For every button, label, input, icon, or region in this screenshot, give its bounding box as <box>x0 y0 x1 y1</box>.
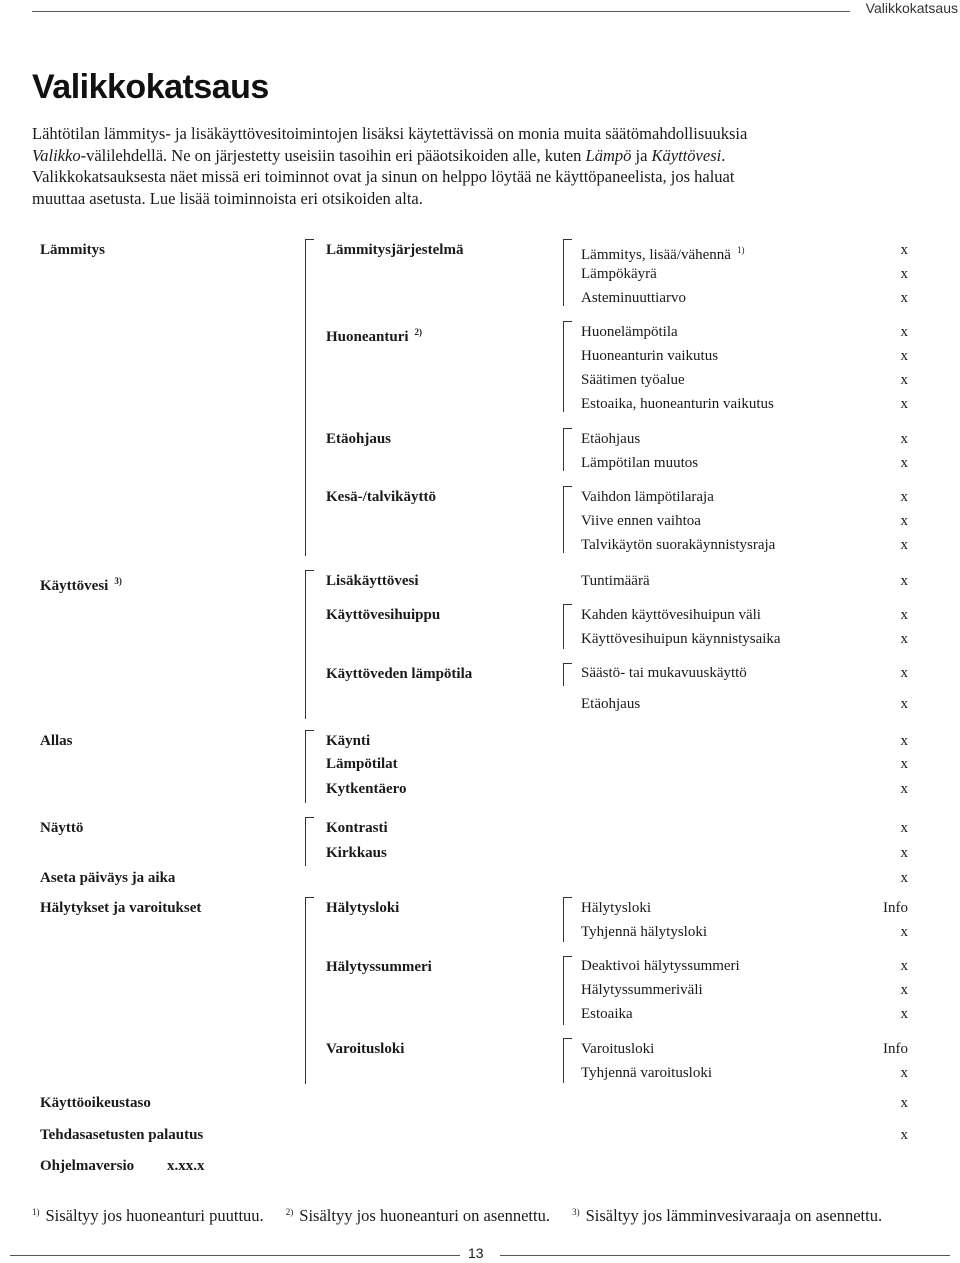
availability-mark: x <box>900 733 908 749</box>
setting-item: Huoneanturin vaikutus <box>581 348 719 364</box>
availability-mark: x <box>900 924 908 940</box>
availability-mark: x <box>900 348 908 364</box>
intro-line: muuttaa asetusta. Lue lisää toiminnoista eri otsikoiden alta. <box>32 188 423 208</box>
bracket <box>305 730 314 803</box>
availability-mark: x <box>900 455 908 471</box>
setting-item: Lämpötilan muutos <box>581 455 699 471</box>
bracket <box>305 570 314 719</box>
submenu-kayttovesihuippu: Käyttövesihuippu <box>326 607 441 623</box>
availability-mark: x <box>900 820 908 836</box>
availability-mark: x <box>900 396 908 412</box>
availability-mark: x <box>900 696 908 712</box>
availability-mark: x <box>900 845 908 861</box>
software-version: x.xx.x <box>167 1158 205 1174</box>
submenu-item: Kytkentäero <box>326 781 407 797</box>
footer-rule <box>10 1255 460 1256</box>
submenu-lammitysjarjestelma: Lämmitysjärjestelmä <box>326 242 464 258</box>
bracket <box>563 428 572 471</box>
page-number: 13 <box>468 1245 484 1261</box>
footnote: $^{1)}$ Sisältyy jos huoneanturi puuttuu. <box>32 1206 264 1225</box>
setting-item: Etäohjaus <box>581 431 641 447</box>
bracket <box>563 239 572 306</box>
setting-item: Estoaika, huoneanturin vaikutus <box>581 396 774 412</box>
submenu-lisakayttovesi: Lisäkäyttövesi <box>326 573 419 589</box>
setting-item: Hälytyssummeriväli <box>581 982 703 998</box>
submenu-huoneanturi: Huoneanturi $^{2)}$ <box>326 327 423 345</box>
menu-kayttooikeustaso: Käyttöoikeustaso <box>40 1095 151 1111</box>
bracket <box>305 897 314 1084</box>
availability-mark: x <box>900 756 908 772</box>
setting-item: Lämmitys, lisää/vähennä $^{1)}$ <box>581 245 745 263</box>
submenu-item: Kirkkaus <box>326 845 387 861</box>
header-rule <box>32 11 850 12</box>
setting-item: Tuntimäärä <box>581 573 650 589</box>
setting-item: Tyhjennä hälytysloki <box>581 924 708 940</box>
availability-mark: Info <box>883 900 908 916</box>
bracket <box>563 486 572 553</box>
setting-item: Käyttövesihuipun käynnistysaika <box>581 631 781 647</box>
availability-mark: x <box>900 372 908 388</box>
menu-naytto: Näyttö <box>40 820 84 836</box>
menu-kayttovesi: Käyttövesi $^{3)}$ <box>40 576 122 594</box>
submenu-halytysloki: Hälytysloki <box>326 900 400 916</box>
availability-mark: x <box>900 324 908 340</box>
availability-mark: x <box>900 1006 908 1022</box>
availability-mark: x <box>900 242 908 258</box>
submenu-etaohjaus: Etäohjaus <box>326 431 392 447</box>
availability-mark: x <box>900 266 908 282</box>
menu-paivays: Aseta päiväys ja aika <box>40 870 176 886</box>
footnotes <box>32 1206 900 1226</box>
availability-mark: x <box>900 1095 908 1111</box>
menu-halytykset: Hälytykset ja varoitukset <box>40 900 202 916</box>
setting-item: Etäohjaus <box>581 696 641 712</box>
setting-item: Kahden käyttövesihuipun väli <box>581 607 761 623</box>
availability-mark: x <box>900 781 908 797</box>
submenu-item: Kontrasti <box>326 820 388 836</box>
setting-item: Asteminuuttiarvo <box>581 290 686 306</box>
setting-item: Viive ennen vaihtoa <box>581 513 701 529</box>
submenu-halytyssummeri: Hälytyssummeri <box>326 959 432 975</box>
availability-mark: x <box>900 513 908 529</box>
bracket <box>563 604 572 649</box>
setting-item: Talvikäytön suorakäynnistysraja <box>581 537 776 553</box>
availability-mark: x <box>900 982 908 998</box>
bracket <box>305 239 314 556</box>
availability-mark: x <box>900 290 908 306</box>
setting-item: Vaihdon lämpötilaraja <box>581 489 714 505</box>
bracket <box>563 956 572 1025</box>
setting-item: Hälytysloki <box>581 900 651 916</box>
availability-mark: x <box>900 537 908 553</box>
intro-line: Valikkokatsauksesta näet missä eri toiminnot ovat ja sinun on helppo löytää ne käyttöpaneelista, jos haluat <box>32 167 735 186</box>
availability-mark: x <box>900 573 908 589</box>
setting-item: Estoaika <box>581 1006 633 1022</box>
setting-item: Lämpökäyrä <box>581 266 657 282</box>
intro-line: Valikko-välilehdellä. Ne on järjestetty useisiin tasoihin eri pääotsikoiden alle, kuten Lämpö ja Käyttövesi. <box>32 145 726 165</box>
setting-item: Säätimen työalue <box>581 372 685 388</box>
menu-lammitys: Lämmitys <box>40 242 105 258</box>
footer-rule <box>500 1255 950 1256</box>
bracket <box>305 817 314 866</box>
bracket <box>563 321 572 412</box>
submenu-item: Käynti <box>326 733 371 749</box>
submenu-varoitusloki: Varoitusloki <box>326 1041 405 1057</box>
availability-mark: x <box>900 489 908 505</box>
intro-line: Lähtötilan lämmitys- ja lisäkäyttövesitoimintojen lisäksi käytettävissä on monia muita säätömahdollisuuksia <box>32 124 748 143</box>
menu-tehdasasetukset: Tehdasasetusten palautus <box>40 1127 204 1143</box>
availability-mark: x <box>900 631 908 647</box>
availability-mark: x <box>900 958 908 974</box>
intro-paragraph <box>32 123 912 209</box>
bracket <box>563 897 572 942</box>
availability-mark: x <box>900 870 908 886</box>
footnote: $^{2)}$ Sisältyy jos huoneanturi on asennettu. <box>285 1206 550 1225</box>
availability-mark: Info <box>883 1041 908 1057</box>
setting-item: Huonelämpötila <box>581 324 678 340</box>
bracket <box>563 663 572 686</box>
availability-mark: x <box>900 1127 908 1143</box>
submenu-item: Lämpötilat <box>326 756 398 772</box>
setting-item: Varoitusloki <box>581 1041 655 1057</box>
bracket <box>563 1038 572 1083</box>
menu-allas: Allas <box>40 733 73 749</box>
running-header: Valikkokatsaus <box>865 0 958 16</box>
setting-item: Tyhjennä varoitusloki <box>581 1065 713 1081</box>
availability-mark: x <box>900 431 908 447</box>
setting-item: Deaktivoi hälytyssummeri <box>581 958 740 974</box>
availability-mark: x <box>900 665 908 681</box>
footnote: $^{3)}$ Sisältyy jos lämminvesivaraaja on asennettu. <box>572 1206 883 1225</box>
page-title: Valikkokatsaus <box>32 68 269 106</box>
submenu-kesatalvi: Kesä-/talvikäyttö <box>326 489 436 505</box>
menu-ohjelmaversio: Ohjelmaversio <box>40 1158 135 1174</box>
submenu-kayttoveden-lampotila: Käyttöveden lämpötila <box>326 666 473 682</box>
availability-mark: x <box>900 607 908 623</box>
availability-mark: x <box>900 1065 908 1081</box>
setting-item: Säästö- tai mukavuuskäyttö <box>581 665 747 681</box>
